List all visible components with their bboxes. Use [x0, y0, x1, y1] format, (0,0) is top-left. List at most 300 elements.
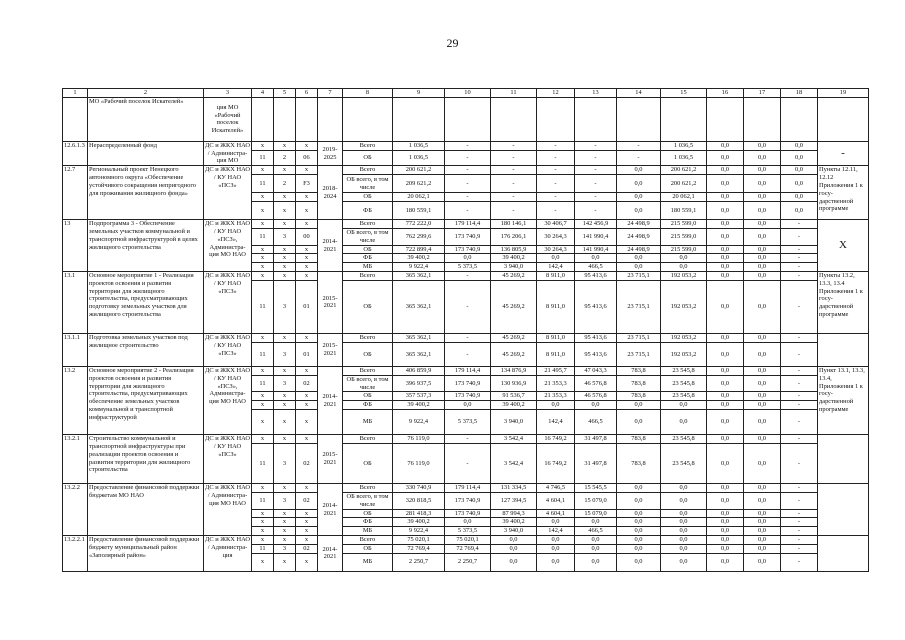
- amount-cell: 0,0: [707, 401, 744, 410]
- amount-cell: 180 146,1: [491, 220, 537, 229]
- amount-cell: -: [537, 166, 575, 175]
- amount-cell: 0,0: [617, 553, 661, 571]
- amount-cell: 0,0: [707, 544, 744, 553]
- amount-cell: 9 922,4: [393, 410, 445, 435]
- amount-cell: 783,8: [617, 444, 661, 484]
- amount-cell: 0,0: [707, 536, 744, 545]
- amount-cell: 173 740,9: [445, 493, 491, 510]
- amount-cell: 0,0: [744, 401, 781, 410]
- item-number: 13.1: [63, 271, 88, 333]
- amount-cell: 0,0: [707, 150, 744, 165]
- amount-cell: 130 936,9: [491, 375, 537, 392]
- amount-cell: 0,0: [575, 536, 617, 545]
- amount-cell: -: [491, 166, 537, 175]
- budget-code: x: [274, 536, 296, 545]
- col-number: 6: [296, 89, 318, 98]
- table-row: [63, 333, 869, 342]
- amount-cell: -: [537, 175, 575, 193]
- amount-cell: 173 740,9: [445, 509, 491, 518]
- funding-source: ОБ: [343, 544, 393, 553]
- amount-cell: 0,0: [744, 544, 781, 553]
- col-number: 3: [204, 89, 252, 98]
- amount-cell: 9 922,4: [393, 263, 445, 272]
- amount-cell: -: [575, 202, 617, 220]
- amount-cell: 772 222,0: [393, 220, 445, 229]
- funding-source: Всего: [343, 536, 393, 545]
- amount-cell: -: [445, 202, 491, 220]
- amount-cell: 0,0: [744, 536, 781, 545]
- amount-cell: -: [575, 166, 617, 175]
- amount-cell: 466,5: [575, 410, 617, 435]
- amount-cell: -: [445, 333, 491, 342]
- amount-cell: 200 621,2: [661, 166, 707, 175]
- amount-cell: 39 400,2: [491, 518, 537, 527]
- budget-code: x: [296, 410, 318, 435]
- amount-cell: 15 545,5: [575, 484, 617, 493]
- budget-code: x: [274, 484, 296, 493]
- amount-cell: 722 899,4: [393, 245, 445, 254]
- budget-code: x: [296, 527, 318, 536]
- amount-cell: -: [445, 166, 491, 175]
- budget-code: x: [296, 220, 318, 229]
- budget-code: x: [296, 263, 318, 272]
- amount-cell: 0,0: [781, 202, 818, 220]
- funding-source: ОБ всего, в том числе: [343, 175, 393, 193]
- amount-cell: 0,0: [617, 536, 661, 545]
- note: Пункты 13.2, 13.3, 13.4 Приложения 1 к госу-дарственной программе: [818, 271, 869, 333]
- amount-cell: 0,0: [575, 518, 617, 527]
- amount-cell: 179 114,4: [445, 366, 491, 375]
- amount-cell: 0,0: [744, 410, 781, 435]
- amount-cell: 45 269,2: [491, 280, 537, 333]
- budget-code: x: [252, 166, 274, 175]
- amount-cell: 0,0: [744, 175, 781, 193]
- budget-code: x: [274, 410, 296, 435]
- budget-code: 3: [274, 280, 296, 333]
- funding-source: ОБ: [343, 392, 393, 401]
- budget-code: x: [296, 401, 318, 410]
- amount-cell: 0,0: [445, 518, 491, 527]
- amount-cell: -: [537, 150, 575, 165]
- amount-cell: -: [445, 175, 491, 193]
- amount-cell: 173 740,9: [445, 375, 491, 392]
- item-name: Предоставление финансовой поддержки бюджетам МО НАО: [88, 484, 204, 536]
- amount-cell: 0,0: [744, 263, 781, 272]
- amount-cell: 0,0: [537, 254, 575, 263]
- budget-code: 02: [296, 375, 318, 392]
- table-row: [63, 484, 869, 493]
- amount-cell: 0,0: [707, 166, 744, 175]
- amount-cell: 95 413,6: [575, 342, 617, 366]
- budget-code: x: [296, 245, 318, 254]
- amount-cell: 24 498,9: [617, 228, 661, 245]
- amount-cell: -: [575, 193, 617, 202]
- funding-source: ОБ всего, в том числе: [343, 228, 393, 245]
- note: Пункты 12.11, 12.12 Приложения 1 к госу-дарственной программе: [818, 166, 869, 220]
- budget-code: x: [274, 254, 296, 263]
- amount-cell: 23 715,1: [617, 342, 661, 366]
- years: 2019-2025: [318, 141, 343, 165]
- amount-cell: 30 406,7: [537, 220, 575, 229]
- budget-code: 2: [274, 175, 296, 193]
- budget-code: 3: [274, 375, 296, 392]
- amount-cell: 0,0: [537, 536, 575, 545]
- amount-cell: -: [575, 141, 617, 150]
- amount-cell: -: [781, 375, 818, 392]
- col-number: 19: [818, 89, 869, 98]
- budget-code: x: [274, 435, 296, 444]
- amount-cell: 179 114,4: [445, 220, 491, 229]
- amount-cell: 0,0: [781, 150, 818, 165]
- table-row: [63, 141, 869, 150]
- column-number-row: [63, 89, 869, 98]
- amount-cell: 0,0: [781, 141, 818, 150]
- budget-code: x: [252, 220, 274, 229]
- amount-cell: 72 769,4: [445, 544, 491, 553]
- amount-cell: 192 053,2: [661, 271, 707, 280]
- amount-cell: 180 559,1: [661, 202, 707, 220]
- amount-cell: 0,0: [707, 527, 744, 536]
- budget-code: 2: [274, 150, 296, 165]
- amount-cell: -: [781, 553, 818, 571]
- amount-cell: 0,0: [707, 141, 744, 150]
- years: 2014-2021: [318, 484, 343, 536]
- amount-cell: 3 542,4: [491, 444, 537, 484]
- amount-cell: -: [781, 536, 818, 545]
- executor: ДС и ЖКХ НАО / Администра-ция МО: [205, 141, 250, 165]
- amount-cell: 783,8: [617, 366, 661, 375]
- funding-source: ОБ: [343, 193, 393, 202]
- amount-cell: 0,0: [744, 435, 781, 444]
- amount-cell: 176 206,1: [491, 228, 537, 245]
- budget-code: x: [274, 193, 296, 202]
- amount-cell: 46 576,8: [575, 392, 617, 401]
- funding-source: МБ: [343, 553, 393, 571]
- item-number: 13: [63, 220, 88, 272]
- note: -: [818, 141, 869, 165]
- amount-cell: 0,0: [707, 484, 744, 493]
- budget-code: 00: [296, 228, 318, 245]
- budget-code: x: [274, 271, 296, 280]
- table-row: [63, 220, 869, 229]
- amount-cell: 0,0: [537, 401, 575, 410]
- funding-source: МБ: [343, 527, 393, 536]
- note: X: [818, 220, 869, 272]
- funding-source: Всего: [343, 271, 393, 280]
- amount-cell: 8 911,0: [537, 271, 575, 280]
- budget-code: 11: [252, 375, 274, 392]
- amount-cell: 200 621,2: [661, 175, 707, 193]
- budget-code: x: [274, 333, 296, 342]
- amount-cell: 23 545,8: [661, 435, 707, 444]
- budget-code: x: [252, 193, 274, 202]
- note: [818, 333, 869, 366]
- budget-code: x: [274, 202, 296, 220]
- amount-cell: 1 036,5: [393, 150, 445, 165]
- item-name: Основное мероприятие 2 - Реализация проектов освоения и развития территории для жилищного строительства, предусматривающих обеспечение земельных участков коммунальной и транспортной инфраструктурой: [88, 366, 204, 434]
- amount-cell: -: [781, 518, 818, 527]
- budget-code: x: [274, 263, 296, 272]
- budget-code: 3: [274, 544, 296, 553]
- amount-cell: 0,0: [617, 527, 661, 536]
- amount-cell: 0,0: [707, 410, 744, 435]
- amount-cell: 45 269,2: [491, 333, 537, 342]
- amount-cell: 31 497,8: [575, 444, 617, 484]
- amount-cell: 141 990,4: [575, 245, 617, 254]
- amount-cell: 0,0: [707, 366, 744, 375]
- funding-source: Всего: [343, 366, 393, 375]
- amount-cell: -: [445, 342, 491, 366]
- amount-cell: 5 373,5: [445, 263, 491, 272]
- funding-source: ОБ: [343, 245, 393, 254]
- budget-code: 3: [274, 493, 296, 510]
- amount-cell: 142,4: [537, 410, 575, 435]
- budget-code: x: [252, 333, 274, 342]
- amount-cell: 0,0: [707, 509, 744, 518]
- amount-cell: 466,5: [575, 263, 617, 272]
- amount-cell: 3 940,0: [491, 410, 537, 435]
- amount-cell: 783,8: [617, 392, 661, 401]
- amount-cell: 0,0: [707, 202, 744, 220]
- funding-source: ФБ: [343, 202, 393, 220]
- amount-cell: 0,0: [744, 484, 781, 493]
- amount-cell: 39 400,2: [393, 401, 445, 410]
- amount-cell: 0,0: [707, 220, 744, 229]
- amount-cell: 0,0: [707, 280, 744, 333]
- amount-cell: 127 394,5: [491, 493, 537, 510]
- amount-cell: 0,0: [707, 263, 744, 272]
- amount-cell: -: [781, 444, 818, 484]
- budget-code: x: [296, 141, 318, 150]
- amount-cell: 0,0: [617, 254, 661, 263]
- executor: ДС и ЖКХ НАО / КУ НАО «ПСЗ»: [204, 333, 252, 366]
- amount-cell: 320 818,5: [393, 493, 445, 510]
- amount-cell: -: [617, 150, 661, 165]
- amount-cell: 0,0: [744, 280, 781, 333]
- amount-cell: 95 413,6: [575, 333, 617, 342]
- amount-cell: 4 746,5: [537, 484, 575, 493]
- budget-code: 01: [296, 342, 318, 366]
- amount-cell: 0,0: [744, 366, 781, 375]
- budget-code: x: [296, 333, 318, 342]
- amount-cell: -: [537, 193, 575, 202]
- amount-cell: 0,0: [744, 254, 781, 263]
- amount-cell: 0,0: [491, 536, 537, 545]
- years: 2014-2021: [318, 220, 343, 272]
- amount-cell: 0,0: [661, 544, 707, 553]
- amount-cell: 0,0: [617, 263, 661, 272]
- amount-cell: 1 036,5: [661, 150, 707, 165]
- amount-cell: 0,0: [661, 263, 707, 272]
- amount-cell: 39 400,2: [491, 401, 537, 410]
- amount-cell: 396 937,5: [393, 375, 445, 392]
- col-number: 17: [744, 89, 781, 98]
- item-number: 12.6.1.3: [63, 141, 88, 165]
- amount-cell: -: [781, 401, 818, 410]
- amount-cell: 0,0: [575, 401, 617, 410]
- years: 2015-2021: [318, 271, 343, 333]
- col-number: 10: [445, 89, 491, 98]
- amount-cell: 0,0: [744, 553, 781, 571]
- amount-cell: -: [445, 444, 491, 484]
- budget-code: x: [252, 366, 274, 375]
- funding-source: ОБ: [343, 509, 393, 518]
- amount-cell: -: [491, 141, 537, 150]
- amount-cell: 20 062,1: [393, 193, 445, 202]
- amount-cell: 0,0: [744, 375, 781, 392]
- amount-cell: 134 876,9: [491, 366, 537, 375]
- table-row: [63, 97, 869, 141]
- budget-code: 11: [252, 544, 274, 553]
- amount-cell: 136 805,9: [491, 245, 537, 254]
- amount-cell: 0,0: [617, 410, 661, 435]
- amount-cell: 76 119,0: [393, 444, 445, 484]
- amount-cell: 0,0: [575, 553, 617, 571]
- budget-code: x: [252, 484, 274, 493]
- amount-cell: 31 497,8: [575, 435, 617, 444]
- amount-cell: 0,0: [744, 220, 781, 229]
- amount-cell: -: [445, 280, 491, 333]
- amount-cell: -: [491, 150, 537, 165]
- amount-cell: 357 537,3: [393, 392, 445, 401]
- page-number: 29: [446, 36, 459, 50]
- amount-cell: 23 715,1: [617, 333, 661, 342]
- budget-code: 11: [252, 493, 274, 510]
- amount-cell: -: [781, 333, 818, 342]
- amount-cell: 0,0: [744, 509, 781, 518]
- col-number: 5: [274, 89, 296, 98]
- amount-cell: 76 119,0: [393, 435, 445, 444]
- executor: ДС и ЖКХ НАО / КУ НАО «ПСЗ», Администра-ция МО НАО: [204, 220, 252, 272]
- item-number: 13.2.2.1: [63, 536, 88, 572]
- amount-cell: 87 994,3: [491, 509, 537, 518]
- amount-cell: 0,0: [707, 553, 744, 571]
- budget-code: x: [252, 392, 274, 401]
- amount-cell: -: [781, 245, 818, 254]
- amount-cell: 0,0: [744, 392, 781, 401]
- amount-cell: 91 536,7: [491, 392, 537, 401]
- item-name: Строительство коммунальной и транспортной инфраструктуры при реализации проектов освоения и развития территории для жилищного строительства: [88, 435, 204, 484]
- col-number: 12: [537, 89, 575, 98]
- amount-cell: -: [781, 220, 818, 229]
- budget-code: x: [252, 401, 274, 410]
- amount-cell: 0,0: [744, 166, 781, 175]
- col-number: 15: [661, 89, 707, 98]
- col-number: 2: [88, 89, 204, 98]
- item-number: 13.1.1: [63, 333, 88, 366]
- amount-cell: 0,0: [744, 493, 781, 510]
- amount-cell: 0,0: [491, 553, 537, 571]
- amount-cell: -: [781, 484, 818, 493]
- item-name: Основное мероприятие 1 - Реализация проектов освоения и развития территории для жилищного строительства, предусматривающих подготовку земельных участков для жилищного строительства: [88, 271, 204, 333]
- funding-source: МБ: [343, 263, 393, 272]
- budget-code: 02: [296, 493, 318, 510]
- budget-code: 3: [274, 342, 296, 366]
- amount-cell: 0,0: [707, 245, 744, 254]
- amount-cell: -: [781, 254, 818, 263]
- amount-cell: 783,8: [617, 435, 661, 444]
- budget-code: x: [296, 193, 318, 202]
- budget-table: [62, 88, 868, 572]
- item-name: Региональный проект Ненецкого автономного округа «Обеспечение устойчивого сокращения непригодного для проживания жилищного фонда»: [88, 166, 204, 220]
- item-number: 13.2.2: [63, 484, 88, 536]
- amount-cell: 192 053,2: [661, 280, 707, 333]
- budget-code: 11: [252, 280, 274, 333]
- amount-cell: 1 036,5: [393, 141, 445, 150]
- amount-cell: 23 545,8: [661, 375, 707, 392]
- note: [818, 536, 869, 572]
- budget-code: x: [296, 435, 318, 444]
- budget-code: x: [274, 509, 296, 518]
- amount-cell: 8 911,0: [537, 342, 575, 366]
- amount-cell: -: [445, 150, 491, 165]
- amount-cell: 783,8: [617, 375, 661, 392]
- budget-code: 01: [296, 280, 318, 333]
- table-row: [63, 271, 869, 280]
- budget-code: x: [252, 435, 274, 444]
- amount-cell: 0,0: [744, 342, 781, 366]
- amount-cell: 5 373,5: [445, 527, 491, 536]
- executor: ДС и ЖКХ НАО / Администра-ция МО НАО: [204, 484, 252, 536]
- executor: ция МО «Рабочий поселок Искателей»: [204, 97, 252, 141]
- amount-cell: 0,0: [661, 553, 707, 571]
- amount-cell: 0,0: [661, 518, 707, 527]
- amount-cell: 180 559,1: [393, 202, 445, 220]
- item-name: Подпрограмма 3 - Обеспечение земельных участков коммунальной и транспортной инфраструктурой в целях жилищного строительства: [88, 220, 204, 272]
- amount-cell: 131 334,5: [491, 484, 537, 493]
- amount-cell: -: [781, 435, 818, 444]
- budget-code: 11: [252, 175, 274, 193]
- budget-code: x: [252, 254, 274, 263]
- funding-source: ОБ: [343, 150, 393, 165]
- table-row: [63, 435, 869, 444]
- amount-cell: 4 604,1: [537, 493, 575, 510]
- amount-cell: -: [575, 175, 617, 193]
- funding-source: ОБ всего, в том числе: [343, 375, 393, 392]
- amount-cell: -: [781, 342, 818, 366]
- amount-cell: 23 545,8: [661, 392, 707, 401]
- amount-cell: 142,4: [537, 527, 575, 536]
- funding-source: ФБ: [343, 518, 393, 527]
- amount-cell: 24 498,9: [617, 220, 661, 229]
- amount-cell: 762 299,6: [393, 228, 445, 245]
- funding-source: Всего: [343, 220, 393, 229]
- amount-cell: 0,0: [617, 509, 661, 518]
- amount-cell: 0,0: [661, 493, 707, 510]
- amount-cell: 215 599,0: [661, 220, 707, 229]
- amount-cell: -: [491, 202, 537, 220]
- col-number: 16: [707, 89, 744, 98]
- amount-cell: -: [445, 435, 491, 444]
- note: [818, 484, 869, 536]
- item-name: Предоставление финансовой поддержки бюджету муниципальный район «Заполярный район»: [88, 536, 204, 572]
- budget-code: 11: [252, 342, 274, 366]
- budget-code: x: [274, 141, 296, 150]
- table-row: [63, 536, 869, 545]
- budget-code: x: [252, 245, 274, 254]
- amount-cell: -: [781, 527, 818, 536]
- budget-code: x: [274, 366, 296, 375]
- amount-cell: -: [781, 509, 818, 518]
- budget-code: F3: [296, 175, 318, 193]
- amount-cell: 0,0: [575, 544, 617, 553]
- years: 2014-2021: [318, 536, 343, 572]
- amount-cell: 3 542,4: [491, 435, 537, 444]
- amount-cell: 0,0: [707, 493, 744, 510]
- amount-cell: 15 079,0: [575, 509, 617, 518]
- amount-cell: 45 269,2: [491, 342, 537, 366]
- item-number: 13.2: [63, 366, 88, 434]
